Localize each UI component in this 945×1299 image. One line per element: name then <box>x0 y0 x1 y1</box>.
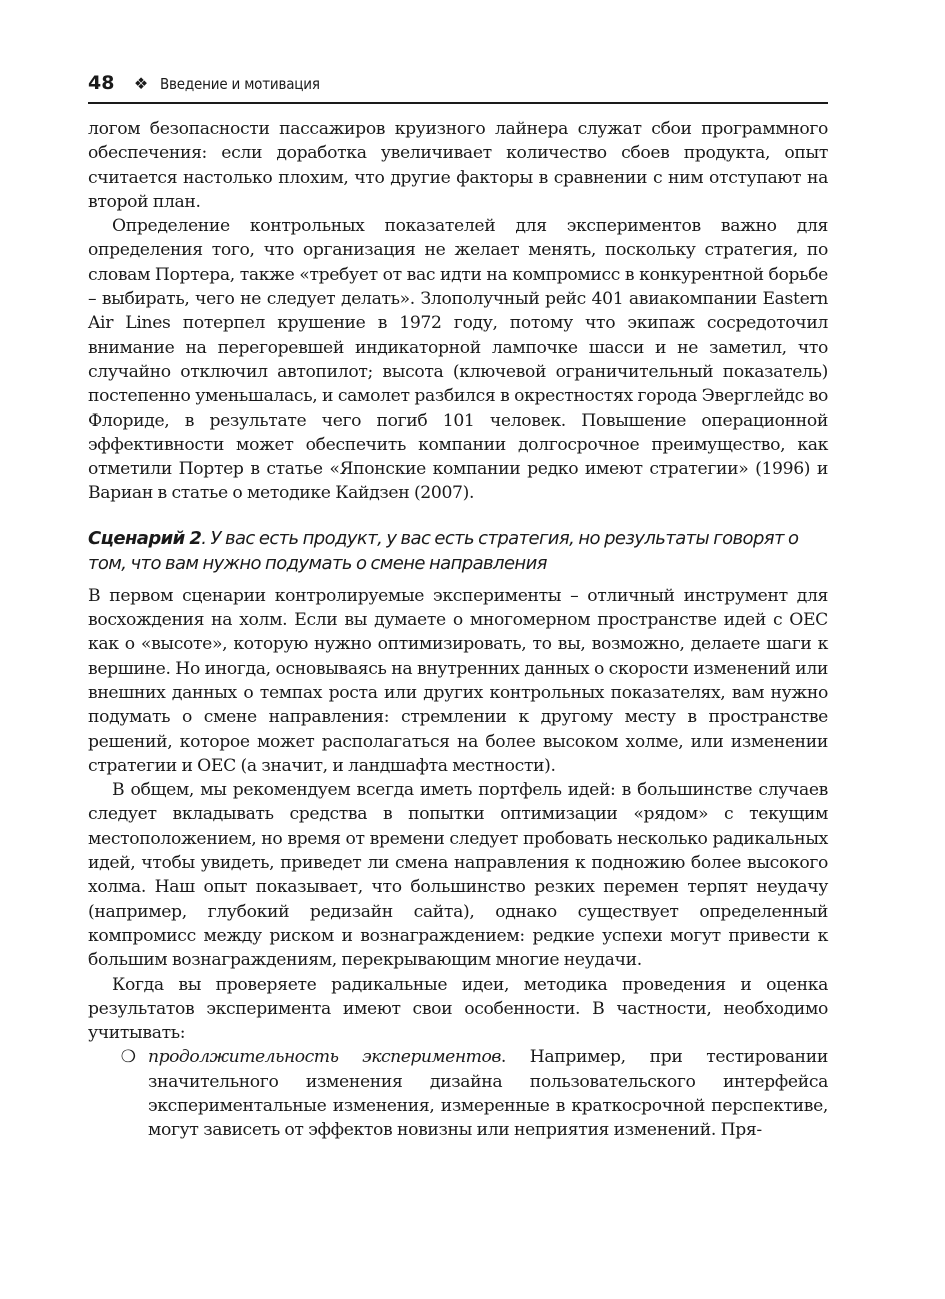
ornament-icon: ❖ <box>133 74 149 93</box>
paragraph-continuation: логом безопасности пассажиров круизного лайнера служат сбои программного обеспечения: если доработка увеличивает количество сбоев продукта, опыт считается настолько плохим, что другие факторы в сравнении с ним отступают на второй план. <box>88 119 828 212</box>
paragraph-radical-ideas: Когда вы проверяете радикальные идеи, методика проведения и оценка результатов эксперимента имеют свои особенности. В частности, необходимо учитывать: <box>88 974 828 1044</box>
paragraph-control-metrics: Определение контрольных показателей для экспериментов важно для определения того, что организация не желает менять, поскольку стратегия, по словам Портера, также «требует от вас идти на компромисс в конкурентной борьбе – выбирать, чего не следует делать». Злополучный рейс 401 авиакомпании Eastern Air Lines потерпел крушение в 1972 году, потому что экипаж сосредоточил внимание на перегоревшей индикаторной лампочке шасси и не заметил, что случайно отключил автопилот; высота (ключевой ограничительный показатель) постепенно уменьшалась, и самолет разбился в окрестностях города Эверглейдс во Флориде, в результате чего погиб 101 человек. Повышение операционной эффективности может обеспечить компании долгосрочное преимущество, как отметили Портер в статье «Японские компании редко имеют стратегии» (1996) и Вариан в статье о методике Кайдзен (2007). <box>88 216 828 504</box>
page-number: 48 <box>88 72 115 94</box>
scenario-text: . У вас есть продукт, у вас есть стратегия, но результаты говорят о том, что вам нужно подумать о смене направления <box>88 527 799 574</box>
paragraph-portfolio: В общем, мы рекомендуем всегда иметь портфель идей: в большинстве случаев следует вкладывать средства в попытки оптимизации «рядом» с текущим местоположением, но время от времени следует пробовать несколько радикальных идей, чтобы увидеть, приведет ли смена направления к подножию более высокого холма. Наш опыт показывает, что большинство резких перемен терпят неудачу (например, глубокий редизайн сайта), однако существует определенный компромисс между риском и вознаграждением: редкие успехи могут привести к большим вознаграждениям, перекрывающим многие неудачи. <box>88 780 828 971</box>
bullet-circle-icon: ❍ <box>120 1047 136 1068</box>
scenario-label: Сценарий 2 <box>88 527 202 549</box>
list-item <box>88 1045 828 1142</box>
page-body <box>88 117 828 1143</box>
paragraph-hill-climbing: В первом сценарии контролируемые эксперименты – отличный инструмент для восхождения на холм. Если вы думаете о многомерном пространстве идей с OEC как о «высоте», которую нужно оптимизировать, то вы, возможно, делаете шаги к вершине. Но иногда, основываясь на внутренних данных о скорости изменений или внешних данных о темпах роста или других контрольных показателях, вам нужно подумать о смене направления: стремлении к другому месту в пространстве решений, которое может располагаться на более высоком холме, или изменении стратегии и OEC (а значит, и ландшафта местности). <box>88 585 828 776</box>
bullet-body: . Например, при тестировании значительного изменения дизайна пользовательского интерфейса экспериментальные изменения, измеренные в краткосрочной перспективе, могут зависеть от эффектов новизны или неприятия изменений. Пря- <box>148 1047 828 1141</box>
running-title: Введение и мотивация <box>160 75 320 93</box>
bullet-term: продолжительность экспериментов <box>148 1047 501 1068</box>
bullet-text <box>148 1045 828 1142</box>
scenario-heading <box>88 526 828 576</box>
running-header <box>88 72 828 104</box>
book-page <box>88 72 828 1143</box>
